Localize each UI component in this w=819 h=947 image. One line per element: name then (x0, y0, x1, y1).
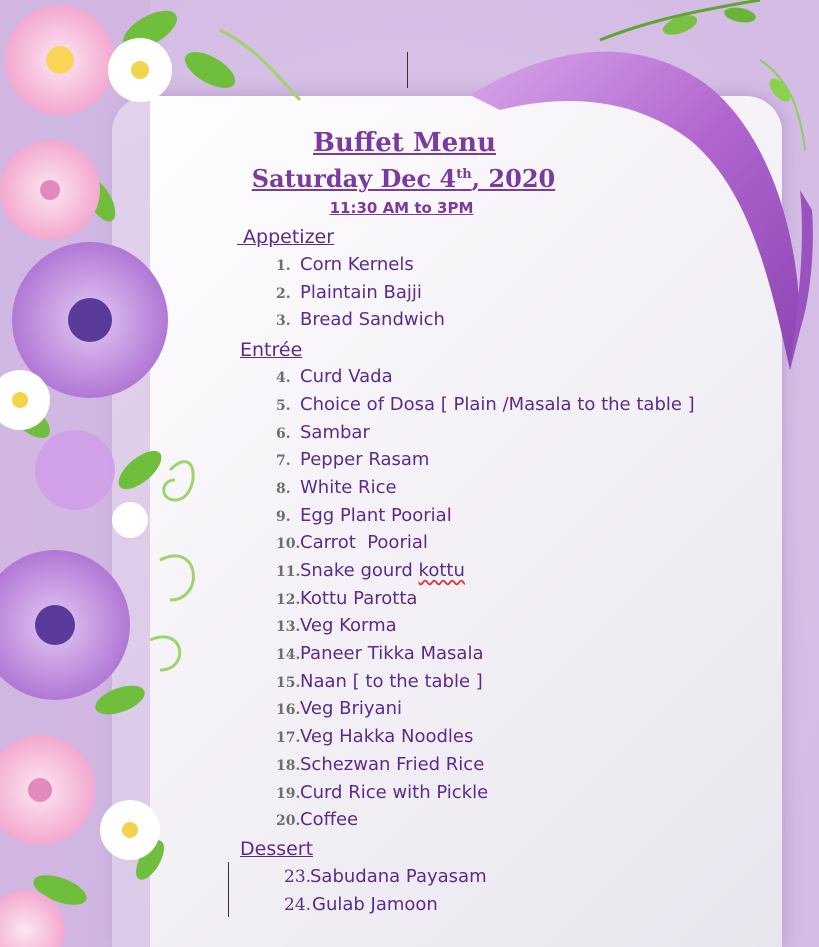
list-item: 1. Corn Kernels (276, 254, 414, 275)
list-item: 5. Choice of Dosa [ Plain /Masala to the table ] (276, 394, 695, 415)
list-item: 16.Veg Briyani (276, 698, 402, 719)
list-item: 18.Schezwan Fried Rice (276, 754, 485, 775)
list-item: 4. Curd Vada (276, 366, 393, 387)
list-item: 7. Pepper Rasam (276, 449, 430, 470)
list-item: 6. Sambar (276, 422, 370, 443)
list-item: 23.Sabudana Payasam (284, 866, 487, 887)
list-item: 11.Snake gourd kottu (276, 560, 465, 581)
menu-time: 11:30 AM to 3PM (329, 199, 474, 217)
text-cursor-mark (407, 52, 408, 88)
list-item: 20.Coffee (276, 809, 359, 830)
list-item: 2. Plaintain Bajji (276, 282, 422, 303)
list-item: 3. Bread Sandwich (276, 309, 445, 330)
list-item: 12.Kottu Parotta (276, 588, 418, 609)
section-appetizer: Appetizer (243, 226, 335, 248)
menu-title: Buffet Menu (313, 128, 496, 158)
list-item: 8. White Rice (276, 477, 397, 498)
menu-date: Saturday Dec 4th, 2020 (251, 164, 556, 193)
list-item: 10.Carrot Poorial (276, 532, 428, 553)
text-cursor-mark (228, 862, 229, 917)
list-item: 9. Egg Plant Poorial (276, 505, 452, 526)
list-item: 15.Naan [ to the table ] (276, 671, 483, 692)
list-item: 13.Veg Korma (276, 615, 397, 636)
list-item: 24.Gulab Jamoon (284, 894, 438, 915)
list-item: 14.Paneer Tikka Masala (276, 643, 484, 664)
section-entree: Entrée (240, 339, 303, 361)
spellcheck-word: kottu (418, 560, 465, 581)
pink-flower-icon (5, 5, 115, 115)
list-item: 19.Curd Rice with Pickle (276, 782, 489, 803)
list-item: 17.Veg Hakka Noodles (276, 726, 474, 747)
section-dessert: Dessert (240, 838, 314, 860)
